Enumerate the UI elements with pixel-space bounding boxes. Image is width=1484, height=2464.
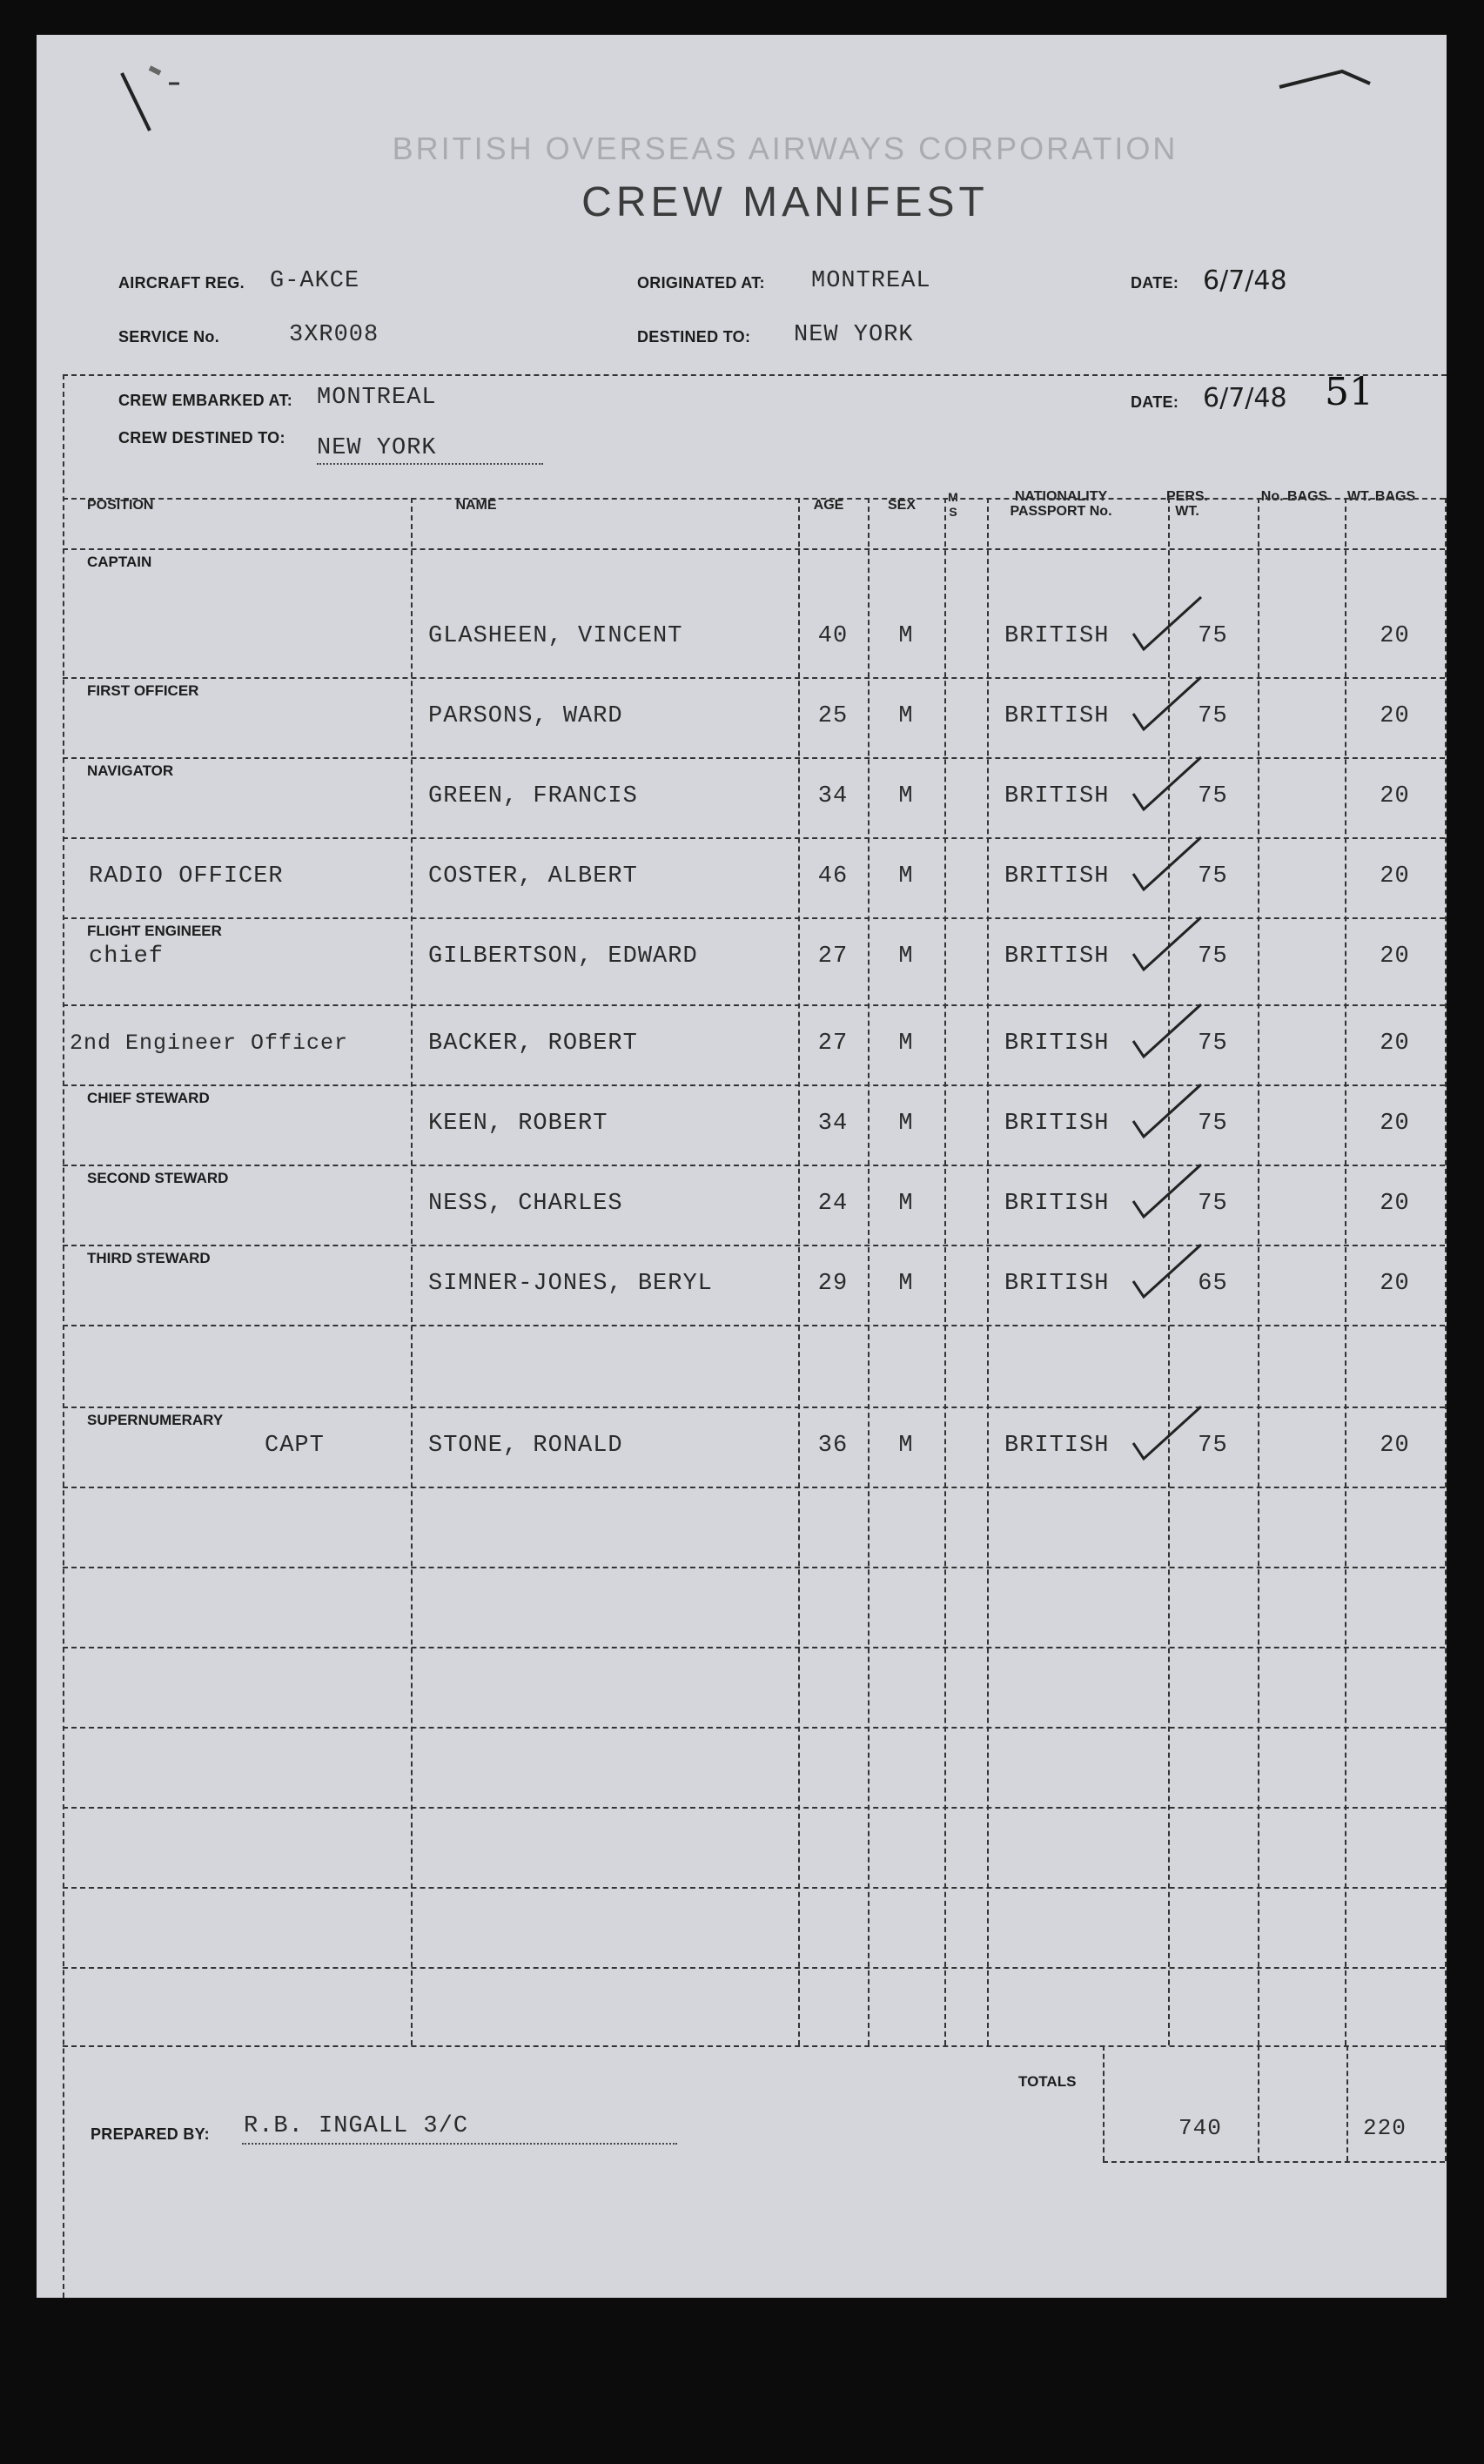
row-name: COSTER, ALBERT (428, 863, 638, 890)
row-pers-wt: 75 (1198, 783, 1228, 809)
table-rule (63, 498, 1445, 500)
date-value: 6/7/48 (1203, 265, 1287, 296)
table-rule (63, 1165, 1445, 1166)
row-position-label: CHIEF STEWARD (87, 1090, 210, 1106)
row-age: 40 (817, 623, 849, 649)
table-rule (63, 1325, 1445, 1326)
row-pers-wt: 65 (1198, 1271, 1228, 1297)
prepared-by-label: PREPARED BY: (91, 2125, 210, 2143)
row-pers-wt: 75 (1198, 863, 1228, 890)
col-header-age: AGE (813, 498, 844, 513)
table-rule (63, 1245, 1445, 1246)
row-nationality: BRITISH (1004, 1433, 1110, 1459)
totals-wt-bags: 220 (1363, 2115, 1407, 2141)
row-pers-wt: 75 (1198, 623, 1228, 649)
table-rule (944, 498, 946, 2045)
row-position-typed: RADIO OFFICER (89, 863, 284, 890)
table-rule (987, 498, 989, 2045)
row-sex: M (898, 1031, 914, 1057)
row-sex: M (898, 1271, 914, 1297)
totals-label: TOTALS (1018, 2073, 1077, 2090)
table-rule (63, 1004, 1445, 1006)
table-rule (63, 548, 1445, 550)
table-rule (411, 498, 413, 2045)
row-sex: M (898, 1433, 914, 1459)
row-wt-bags: 20 (1380, 783, 1410, 809)
col-header-position: POSITION (87, 498, 154, 513)
table-rule (63, 1487, 1445, 1488)
aircraft-reg-label: AIRCRAFT REG. (118, 274, 245, 292)
table-rule (63, 917, 1445, 919)
row-nationality: BRITISH (1004, 1031, 1110, 1057)
row-pers-wt: 75 (1198, 943, 1228, 970)
row-sex: M (898, 703, 914, 729)
service-no-label: SERVICE No. (118, 328, 219, 346)
row-position-typed: chief (89, 943, 165, 970)
col-header-no-bags: No. BAGS (1260, 489, 1328, 504)
row-pers-wt: 75 (1198, 1191, 1228, 1217)
crew-destined-label: CREW DESTINED TO: (118, 429, 285, 446)
row-name: PARSONS, WARD (428, 703, 623, 729)
table-rule (63, 2045, 1445, 2047)
row-wt-bags: 20 (1380, 623, 1410, 649)
row-pers-wt: 75 (1198, 703, 1228, 729)
row-name: KEEN, ROBERT (428, 1111, 608, 1137)
row-age: 25 (817, 703, 849, 729)
table-rule (63, 1967, 1445, 1969)
table-rule (63, 1887, 1445, 1889)
row-sex: M (898, 863, 914, 890)
table-rule (1103, 2045, 1105, 2161)
row-wt-bags: 20 (1380, 1031, 1410, 1057)
crew-embarked-label: CREW EMBARKED AT: (118, 392, 293, 409)
row-position-label: FIRST OFFICER (87, 682, 199, 699)
row-wt-bags: 20 (1380, 943, 1410, 970)
row-wt-bags: 20 (1380, 703, 1410, 729)
totals-pers-wt: 740 (1178, 2115, 1222, 2141)
table-rule (63, 1407, 1445, 1408)
destined-value: NEW YORK (794, 322, 914, 348)
row-name: BACKER, ROBERT (428, 1031, 638, 1057)
row-wt-bags: 20 (1380, 1433, 1410, 1459)
row-wt-bags: 20 (1380, 1191, 1410, 1217)
row-pers-wt: 75 (1198, 1111, 1228, 1137)
originated-label: ORIGINATED AT: (637, 274, 765, 292)
row-name: NESS, CHARLES (428, 1191, 623, 1217)
row-sex: M (898, 623, 914, 649)
row-position-label: THIRD STEWARD (87, 1250, 211, 1266)
row-wt-bags: 20 (1380, 1111, 1410, 1137)
table-rule (63, 1567, 1445, 1568)
row-position-label: NAVIGATOR (87, 762, 174, 779)
col-header-pers-wt: PERS. WT. (1165, 489, 1208, 519)
table-rule (63, 1727, 1445, 1729)
row-age: 36 (817, 1433, 849, 1459)
table-rule (1445, 498, 1447, 2045)
row-pers-wt: 75 (1198, 1433, 1228, 1459)
row-nationality: BRITISH (1004, 623, 1110, 649)
table-rule (63, 757, 1445, 759)
row-age: 29 (817, 1271, 849, 1297)
crew-embarked-value: MONTREAL (317, 385, 437, 411)
row-name: GREEN, FRANCIS (428, 783, 638, 809)
row-sex: M (898, 1111, 914, 1137)
row-position-typed: CAPT (265, 1433, 325, 1459)
col-header-nationality: NATIONALITY PASSPORT No. (1010, 489, 1112, 519)
table-rule (1258, 2045, 1259, 2161)
row-age: 24 (817, 1191, 849, 1217)
row-nationality: BRITISH (1004, 1111, 1110, 1137)
table-rule (63, 1084, 1445, 1086)
form-title: CREW MANIFEST (581, 179, 989, 225)
originated-value: MONTREAL (811, 268, 931, 294)
row-wt-bags: 20 (1380, 863, 1410, 890)
row-position-label: FLIGHT ENGINEER (87, 923, 222, 939)
table-rule (63, 837, 1445, 839)
row-wt-bags: 20 (1380, 1271, 1410, 1297)
row-sex: M (898, 943, 914, 970)
row-position-label: SECOND STEWARD (87, 1170, 229, 1186)
row-age: 46 (817, 863, 849, 890)
row-position-typed: 2nd Engineer Officer (70, 1031, 349, 1056)
crew-table (37, 35, 1447, 2298)
crew-destined-value: NEW YORK (317, 435, 437, 461)
row-name: GILBERTSON, EDWARD (428, 943, 698, 970)
row-position-label: CAPTAIN (87, 554, 152, 570)
row-sex: M (898, 1191, 914, 1217)
table-rule (63, 677, 1445, 679)
table-rule (1103, 2161, 1445, 2163)
prepared-by-value: R.B. INGALL 3/C (244, 2113, 469, 2139)
manifest-sheet (37, 35, 1447, 2298)
row-age: 27 (817, 1031, 849, 1057)
crew-date-value: 6/7/48 (1203, 383, 1287, 413)
row-name: GLASHEEN, VINCENT (428, 623, 683, 649)
table-rule (63, 1807, 1445, 1809)
table-rule (1445, 2045, 1447, 2161)
row-nationality: BRITISH (1004, 863, 1110, 890)
row-pers-wt: 75 (1198, 1031, 1228, 1057)
col-header-ms: M S (948, 490, 958, 519)
row-age: 27 (817, 943, 849, 970)
date-label: DATE: (1131, 274, 1179, 292)
table-rule (63, 1647, 1445, 1648)
col-header-name: NAME (455, 498, 497, 513)
table-rule (1346, 2045, 1348, 2161)
row-name: SIMNER-JONES, BERYL (428, 1271, 713, 1297)
aircraft-reg-value: G-AKCE (270, 268, 360, 294)
page-number: 51 (1325, 370, 1373, 414)
row-sex: M (898, 783, 914, 809)
destined-label: DESTINED TO: (637, 328, 751, 346)
row-nationality: BRITISH (1004, 1271, 1110, 1297)
org-name: BRITISH OVERSEAS AIRWAYS CORPORATION (392, 131, 1178, 166)
col-header-sex: SEX (887, 498, 916, 513)
crew-date-label: DATE: (1131, 393, 1179, 411)
col-header-wt-bags: WT. BAGS (1346, 489, 1416, 504)
table-rule (1258, 498, 1259, 2045)
row-name: STONE, RONALD (428, 1433, 623, 1459)
service-no-value: 3XR008 (289, 322, 379, 348)
row-age: 34 (817, 783, 849, 809)
row-nationality: BRITISH (1004, 943, 1110, 970)
row-age: 34 (817, 1111, 849, 1137)
row-nationality: BRITISH (1004, 703, 1110, 729)
row-nationality: BRITISH (1004, 1191, 1110, 1217)
row-nationality: BRITISH (1004, 783, 1110, 809)
row-position-label: SUPERNUMERARY (87, 1412, 224, 1428)
